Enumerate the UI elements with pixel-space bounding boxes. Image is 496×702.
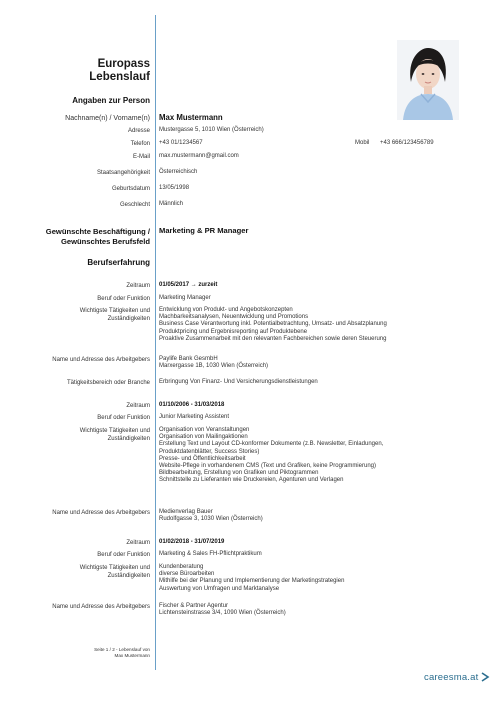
job-period: 01/05/2017 → zurzeit <box>159 282 218 288</box>
employer-name: Medienverlag Bauer <box>159 509 213 515</box>
nationality-label: Staatsangehörigkeit <box>96 170 150 176</box>
mobile-value: +43 666/123456789 <box>380 140 434 146</box>
employer-label: Name und Adresse des Arbeitgebers <box>52 357 150 363</box>
job-role: Junior Marketing Assistent <box>159 414 230 420</box>
address-label: Adresse <box>127 128 150 134</box>
email-label: E-Mail <box>132 154 150 160</box>
task-item: Presse- und Öffentlichkeitsarbeit <box>159 455 246 462</box>
job-period: 01/02/2018 - 31/07/2019 <box>159 539 225 545</box>
job-tasks <box>159 427 383 485</box>
job-tasks <box>159 307 387 343</box>
task-item: Schnittstelle zu Lieferanten wie Druckereien, Agenturen und Verlagen <box>159 477 344 484</box>
task-item: Produktpricing und Ergebnisreporting auf Produktebene <box>159 328 308 335</box>
personal-info-heading: Angaben zur Person <box>72 96 150 105</box>
task-item: Organisation von Mailingaktionen <box>159 434 248 441</box>
job-employer <box>159 509 263 523</box>
tasks-label-line-1: Wichtigste Tätigkeiten und <box>79 308 150 314</box>
birthdate-label: Geburtsdatum <box>111 186 150 192</box>
job-tasks <box>159 564 344 593</box>
role-label: Beruf oder Funktion <box>97 296 150 302</box>
tasks-label-line-2: Zuständigkeiten <box>107 316 150 322</box>
name-label: Nachname(n) / Vorname(n) <box>65 115 150 122</box>
page-footer <box>60 647 150 659</box>
title-line-1: Europass <box>97 58 150 70</box>
full-name: Max Mustermann <box>159 113 223 122</box>
brand-text: careesma.at <box>424 672 479 683</box>
job-employer <box>159 603 286 617</box>
email-value[interactable]: max.mustermann@gmail.com <box>159 153 239 159</box>
role-label: Beruf oder Funktion <box>97 415 150 421</box>
nationality-value: Österreichisch <box>159 169 198 175</box>
desired-label-line-1: Gewünschte Beschäftigung / <box>45 227 150 236</box>
birthdate-value: 13/05/1998 <box>159 185 190 191</box>
task-item: Proaktive Zusammenarbeit mit den relevanten Fachbereichen sowie deren Steuerung <box>159 335 387 342</box>
sector-label: Tätigkeitsbereich oder Branche <box>66 380 150 386</box>
job-sector: Erbringung Von Finanz- Und Versicherungsdienstleistungen <box>159 379 318 385</box>
task-item: Erstellung Text und Layout CD-konformer Dokumente (z.B. Newsletter, Einladungen, <box>159 441 384 448</box>
employer-address: Marxergasse 1B, 1030 Wien (Österreich) <box>159 363 269 370</box>
task-item: Bildbearbeitung, Erstellung von Grafiken und Piktogrammen <box>159 470 319 477</box>
period-label: Zeitraum <box>126 540 150 546</box>
tasks-label-line-2: Zuständigkeiten <box>107 436 150 442</box>
employer-name: Paylife Bank GesmbH <box>159 356 218 362</box>
employer-name: Fischer & Partner Agentur <box>159 603 229 609</box>
tasks-label-line-1: Wichtigste Tätigkeiten und <box>79 428 150 434</box>
job-employer <box>159 356 268 370</box>
period-label: Zeitraum <box>126 283 150 289</box>
task-item: Business Case Verantwortung inkl. Potentialbetrachtung, Umsatz- und Absatzplanung <box>159 321 387 328</box>
gender-label: Geschlecht <box>119 202 150 208</box>
job-period: 01/10/2006 - 31/03/2018 <box>159 402 225 408</box>
desired-employment-label <box>46 227 150 246</box>
address-value: Mustergasse 5, 1010 Wien (Österreich) <box>159 127 264 133</box>
tasks-label-line-2: Zuständigkeiten <box>107 573 150 579</box>
job-role: Marketing Manager <box>159 295 211 301</box>
task-item: Organisation von Veranstaltungen <box>159 427 250 433</box>
tasks-label <box>80 307 150 323</box>
task-item: Auswertung von Umfragen und Marktanalyse <box>159 585 280 592</box>
phone-value: +43 01/1234567 <box>159 140 203 146</box>
phone-label: Telefon <box>130 141 150 147</box>
title-line-2: Lebenslauf <box>89 71 150 83</box>
footer-owner: Max Mustermann <box>114 653 150 658</box>
employer-label: Name und Adresse des Arbeitgebers <box>52 604 150 610</box>
brand-logo[interactable] <box>424 671 490 685</box>
column-divider <box>155 15 156 670</box>
experience-heading: Berufserfahrung <box>87 258 150 267</box>
task-item: Mithilfe bei der Planung und Implementierung der Marketingstrategien <box>159 578 345 585</box>
portrait-image <box>397 40 459 120</box>
employer-address: Lichtensteinstrasse 3/4, 1090 Wien (Österreich) <box>159 610 286 617</box>
task-item: Website-Pflege in vorhandenem CMS (Text und Grafiken, keine Programmierung) <box>159 463 376 470</box>
tasks-label-line-1: Wichtigste Tätigkeiten und <box>79 565 150 571</box>
document-title <box>70 58 150 84</box>
task-item: Machbarkeitsanalysen, Neuentwicklung und Promotions <box>159 314 309 321</box>
chevron-arrow-icon <box>481 672 490 682</box>
period-label: Zeitraum <box>126 403 150 409</box>
job-role: Marketing & Sales FH-Pflichtpraktikum <box>159 551 262 557</box>
role-label: Beruf oder Funktion <box>97 552 150 558</box>
page-number: Seite 1 / 2 - Lebenslauf von <box>94 647 150 652</box>
employer-address: Rudolfgasse 3, 1030 Wien (Österreich) <box>159 516 263 523</box>
mobile-label: Mobil <box>355 140 370 146</box>
task-item: Entwicklung von Produkt- und Angebotskonzepten <box>159 307 293 313</box>
tasks-label <box>80 564 150 580</box>
gender-value: Männlich <box>159 201 184 207</box>
desired-employment-value: Marketing & PR Manager <box>159 226 249 235</box>
task-item: Produktdatenblätter, Success Stories) <box>159 448 260 455</box>
profile-photo <box>397 40 459 120</box>
task-item: Kundenberatung <box>159 564 204 570</box>
tasks-label <box>80 427 150 443</box>
employer-label: Name und Adresse des Arbeitgebers <box>52 510 150 516</box>
desired-label-line-2: Gewünschtes Berufsfeld <box>60 236 150 246</box>
task-item: diverse Büroarbeiten <box>159 571 215 578</box>
